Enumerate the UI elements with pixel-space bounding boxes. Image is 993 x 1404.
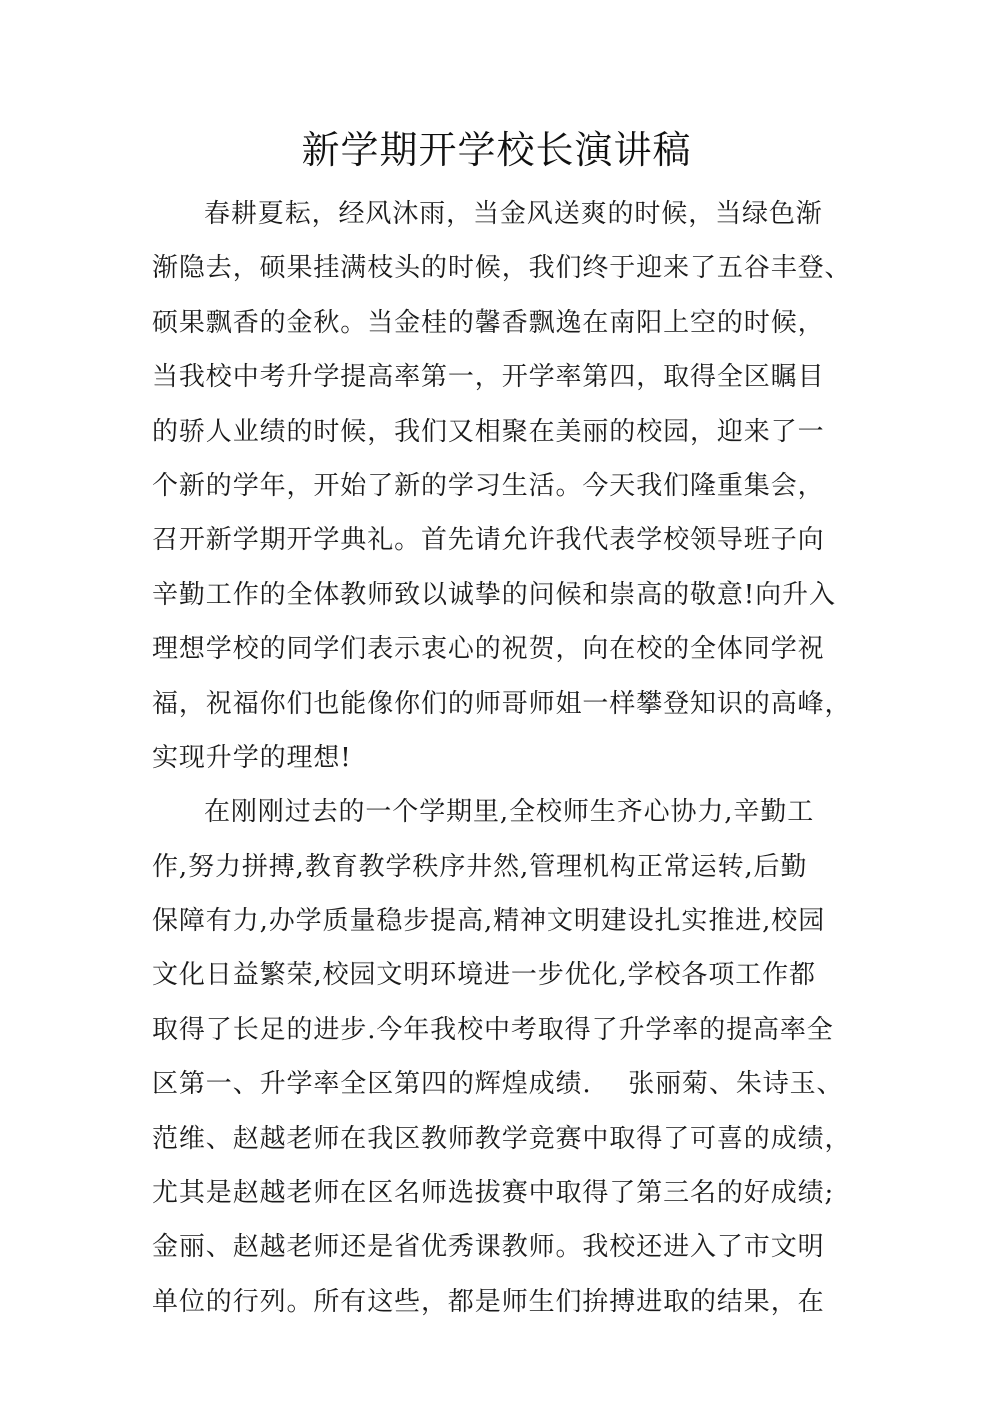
paragraph-1-line-11: 实现升学的理想! bbox=[152, 742, 352, 773]
paragraph-2-line-8: 尤其是赵越老师在区名师选拔赛中取得了第三名的好成绩; bbox=[152, 1178, 835, 1209]
paragraph-1-line-2: 渐隐去，硕果挂满枝头的时候，我们终于迎来了五谷丰登、 bbox=[152, 253, 852, 284]
paragraph-1-line-6: 个新的学年，开始了新的学习生活。今天我们隆重集会， bbox=[152, 470, 825, 501]
paragraph-2-line-2: 作,努力拼搏,教育教学秩序井然,管理机构正常运转,后勤 bbox=[152, 851, 808, 882]
paragraph-1-line-5: 的骄人业绩的时候，我们又相聚在美丽的校园，迎来了一 bbox=[152, 416, 825, 447]
paragraph-1-line-1: 春耕夏耘，经风沐雨，当金风送爽的时候，当绿色渐 bbox=[204, 199, 823, 229]
document-title: 新学期开学校长演讲稿 bbox=[301, 128, 692, 172]
paragraph-2-line-5: 取得了长足的进步.今年我校中考取得了升学率的提高率全 bbox=[152, 1014, 834, 1045]
paragraph-1-line-3: 硕果飘香的金秋。当金桂的馨香飘逸在南阳上空的时候， bbox=[152, 307, 825, 338]
paragraph-2-line-1: 在刚刚过去的一个学期里,全校师生齐心协力,辛勤工 bbox=[204, 797, 815, 828]
paragraph-2-line-9: 金丽、赵越老师还是省优秀课教师。我校还进入了市文明 bbox=[152, 1232, 825, 1263]
paragraph-1-line-10: 福，祝福你们也能像你们的师哥师姐一样攀登知识的高峰， bbox=[152, 688, 852, 719]
paragraph-1-line-7: 召开新学期开学典礼。首先请允许我代表学校领导班子向 bbox=[152, 525, 825, 556]
paragraph-2-line-10: 单位的行列。所有这些，都是师生们拚搏进取的结果，在 bbox=[152, 1286, 825, 1317]
paragraph-2-line-4: 文化日益繁荣,校园文明环境进一步优化,学校各项工作都 bbox=[152, 960, 816, 991]
paragraph-1-line-9: 理想学校的同学们表示衷心的祝贺，向在校的全体同学祝 bbox=[152, 634, 825, 665]
paragraph-2-line-7: 范维、赵越老师在我区教师教学竞赛中取得了可喜的成绩， bbox=[152, 1123, 852, 1154]
paragraph-2-line-3: 保障有力,办学质量稳步提高,精神文明建设扎实推进,校园 bbox=[152, 906, 826, 937]
paragraph-1-line-8: 辛勤工作的全体教师致以诚挚的问候和崇高的敬意!向升入 bbox=[152, 579, 836, 610]
paragraph-2-line-6: 区第一、升学率全区第四的辉煌成绩. 张丽菊、朱诗玉、 bbox=[152, 1069, 844, 1100]
document-body bbox=[152, 195, 852, 1337]
paragraph-1-line-4: 当我校中考升学提高率第一，开学率第四，取得全区瞩目 bbox=[152, 362, 825, 393]
